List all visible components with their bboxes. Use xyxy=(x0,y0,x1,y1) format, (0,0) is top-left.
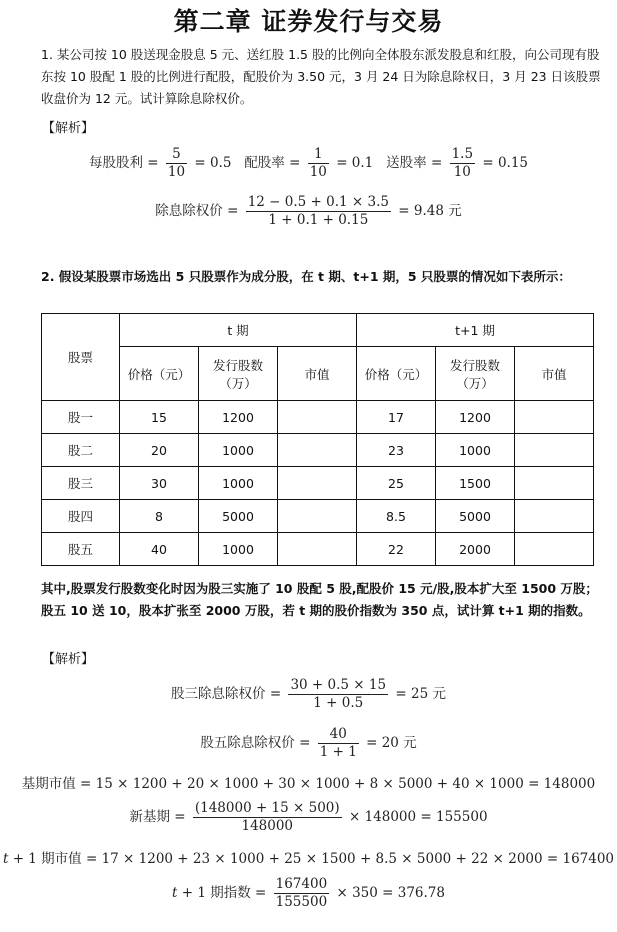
cell-market-value-t1 xyxy=(515,401,594,434)
eq6-label: 新基期 = xyxy=(129,809,186,825)
cell-price-t: 20 xyxy=(120,434,199,467)
cell-price-t1: 25 xyxy=(357,467,436,500)
eq7-text: + 1 期市值 = 17 × 1200 + 23 × 1000 + 25 × 1500 + 8.5 × 5000 + 22 × 2000 = 167400 xyxy=(8,851,615,867)
stock-table xyxy=(41,313,594,566)
table-header-row-2 xyxy=(42,347,594,401)
cell-market-value-t xyxy=(278,401,357,434)
equation-stock3-price xyxy=(0,677,617,712)
cell-price-t: 8 xyxy=(120,500,199,533)
equation-t1-index xyxy=(0,876,617,911)
header-shares-t xyxy=(199,347,278,401)
equation-t1-market-value xyxy=(0,847,617,867)
header-period-t1: t+1 期 xyxy=(357,314,594,347)
eq1-c-result: = 0.15 xyxy=(482,155,529,171)
eq2-fraction xyxy=(246,194,391,229)
cell-stock-name: 股四 xyxy=(42,500,120,533)
cell-stock-name: 股二 xyxy=(42,434,120,467)
header-period-t: t 期 xyxy=(120,314,357,347)
question-2-conditions: 其中,股票发行股数变化时因为股三实施了 10 股配 5 股,配股价 15 元/股,股本扩大至 1500 万股；股五 10 送 10，股本扩张至 2000 万股，若 t 期的股价指数为 350 点，试计算 t+1 期的指数。 xyxy=(41,581,598,618)
cell-market-value-t1 xyxy=(515,533,594,566)
cell-shares-t: 1000 xyxy=(199,434,278,467)
eq1-c-label: 送股率 = xyxy=(386,155,443,171)
question-2-text: 2. 假设某股票市场选出 5 只股票作为成分股，在 t 期、t+1 期，5 只股票的情况如下表所示： xyxy=(41,269,571,284)
eq6-fraction xyxy=(193,800,342,835)
cell-price-t1: 23 xyxy=(357,434,436,467)
cell-market-value-t1 xyxy=(515,467,594,500)
header-price-t1: 价格（元） xyxy=(357,347,436,401)
table-header-row-1 xyxy=(42,314,594,347)
cell-shares-t: 5000 xyxy=(199,500,278,533)
table-row xyxy=(42,401,594,434)
eq1-a-label: 每股股利 = xyxy=(88,155,159,171)
cell-market-value-t xyxy=(278,434,357,467)
equation-ex-rights-price xyxy=(0,194,617,229)
cell-price-t: 40 xyxy=(120,533,199,566)
cell-stock-name: 股一 xyxy=(42,401,120,434)
header-shares-t-line1: 发行股数 xyxy=(212,357,263,373)
cell-shares-t: 1000 xyxy=(199,533,278,566)
eq4-fraction xyxy=(318,726,359,761)
eq1-a-result: = 0.5 xyxy=(194,155,232,171)
eq8-den: 155500 xyxy=(275,894,328,910)
header-shares-t1-line2: （万） xyxy=(456,375,494,391)
eq8-num: 167400 xyxy=(275,876,328,892)
eq2-num: 12 − 0.5 + 0.1 × 3.5 xyxy=(247,194,389,210)
eq6-result: × 148000 = 155500 xyxy=(348,809,488,825)
cell-shares-t: 1000 xyxy=(199,467,278,500)
eq1-a-fraction xyxy=(166,146,187,181)
header-market-value-t: 市值 xyxy=(278,347,357,401)
eq6-den: 148000 xyxy=(241,818,294,834)
cell-stock-name: 股三 xyxy=(42,467,120,500)
cell-shares-t1: 1200 xyxy=(436,401,515,434)
header-market-value-t1: 市值 xyxy=(515,347,594,401)
eq1-c-fraction xyxy=(450,146,475,181)
table-row xyxy=(42,500,594,533)
cell-price-t1: 17 xyxy=(357,401,436,434)
eq4-result: = 20 元 xyxy=(366,735,417,751)
header-price-t: 价格（元） xyxy=(120,347,199,401)
eq1-b-result: = 0.1 xyxy=(336,155,374,171)
cell-price-t: 30 xyxy=(120,467,199,500)
analysis-label-1: 【解析】 xyxy=(42,121,95,136)
cell-shares-t1: 1000 xyxy=(436,434,515,467)
question-1-text: 1. 某公司按 10 股送现金股息 5 元、送红股 1.5 股的比例向全体股东派发股息和红股，向公司现有股东按 10 股配 1 股的比例进行配股，配股价为 3.50 元，3 月 24 日为除息除权日，3 月 23 日该股票收盘价为 12 元。试计算除息除权价。 xyxy=(41,47,601,106)
header-stock: 股票 xyxy=(42,314,120,401)
header-shares-t1 xyxy=(436,347,515,401)
eq2-label: 除息除权价 = xyxy=(155,203,239,219)
analysis-label-2: 【解析】 xyxy=(42,652,95,667)
eq1-a-num: 5 xyxy=(166,146,187,164)
cell-price-t1: 8.5 xyxy=(357,500,436,533)
eq1-b-label: 配股率 = xyxy=(244,155,301,171)
eq1-a-den: 10 xyxy=(167,164,186,180)
cell-market-value-t xyxy=(278,533,357,566)
eq1-b-fraction xyxy=(308,146,329,181)
page-title: 第二章 证券发行与交易 xyxy=(173,7,444,36)
eq4-label: 股五除息除权价 = xyxy=(200,735,311,751)
cell-shares-t1: 5000 xyxy=(436,500,515,533)
cell-market-value-t1 xyxy=(515,500,594,533)
eq7-var: t xyxy=(2,851,9,867)
table-row xyxy=(42,533,594,566)
cell-shares-t1: 1500 xyxy=(436,467,515,500)
eq3-num: 30 + 0.5 × 15 xyxy=(290,677,387,693)
cell-price-t1: 22 xyxy=(357,533,436,566)
header-shares-t-line2: （万） xyxy=(219,375,257,391)
cell-market-value-t1 xyxy=(515,434,594,467)
cell-market-value-t xyxy=(278,467,357,500)
equation-new-base xyxy=(0,800,617,835)
eq3-den: 1 + 0.5 xyxy=(313,695,364,711)
equation-stock5-price xyxy=(0,726,617,761)
eq8-var: t xyxy=(172,885,178,901)
eq2-den: 1 + 0.1 + 0.15 xyxy=(268,212,369,228)
cell-shares-t: 1200 xyxy=(199,401,278,434)
equation-base-market-value: 基期市值 = 15 × 1200 + 20 × 1000 + 30 × 1000 + 8 × 5000 + 40 × 1000 = 148000 xyxy=(21,776,596,792)
eq2-result: = 9.48 元 xyxy=(398,203,462,219)
header-shares-t1-line1: 发行股数 xyxy=(449,357,500,373)
equation-dividend-rates xyxy=(0,146,617,181)
eq6-num: (148000 + 15 × 500) xyxy=(194,800,340,816)
eq1-c-num: 1.5 xyxy=(451,146,474,162)
eq1-b-num: 1 xyxy=(308,146,329,164)
eq3-fraction xyxy=(288,677,388,712)
eq3-label: 股三除息除权价 = xyxy=(171,686,282,702)
eq1-c-den: 10 xyxy=(453,164,471,180)
eq4-num: 40 xyxy=(318,726,359,744)
eq1-b-den: 10 xyxy=(309,164,327,180)
table-row xyxy=(42,467,594,500)
cell-stock-name: 股五 xyxy=(42,533,120,566)
eq8-label: + 1 期指数 = xyxy=(177,885,267,901)
eq3-result: = 25 元 xyxy=(395,686,446,702)
cell-market-value-t xyxy=(278,500,357,533)
eq8-result: × 350 = 376.78 xyxy=(336,885,445,901)
eq4-den: 1 + 1 xyxy=(319,744,357,760)
table-row xyxy=(42,434,594,467)
cell-shares-t1: 2000 xyxy=(436,533,515,566)
eq8-fraction xyxy=(274,876,330,911)
cell-price-t: 15 xyxy=(120,401,199,434)
